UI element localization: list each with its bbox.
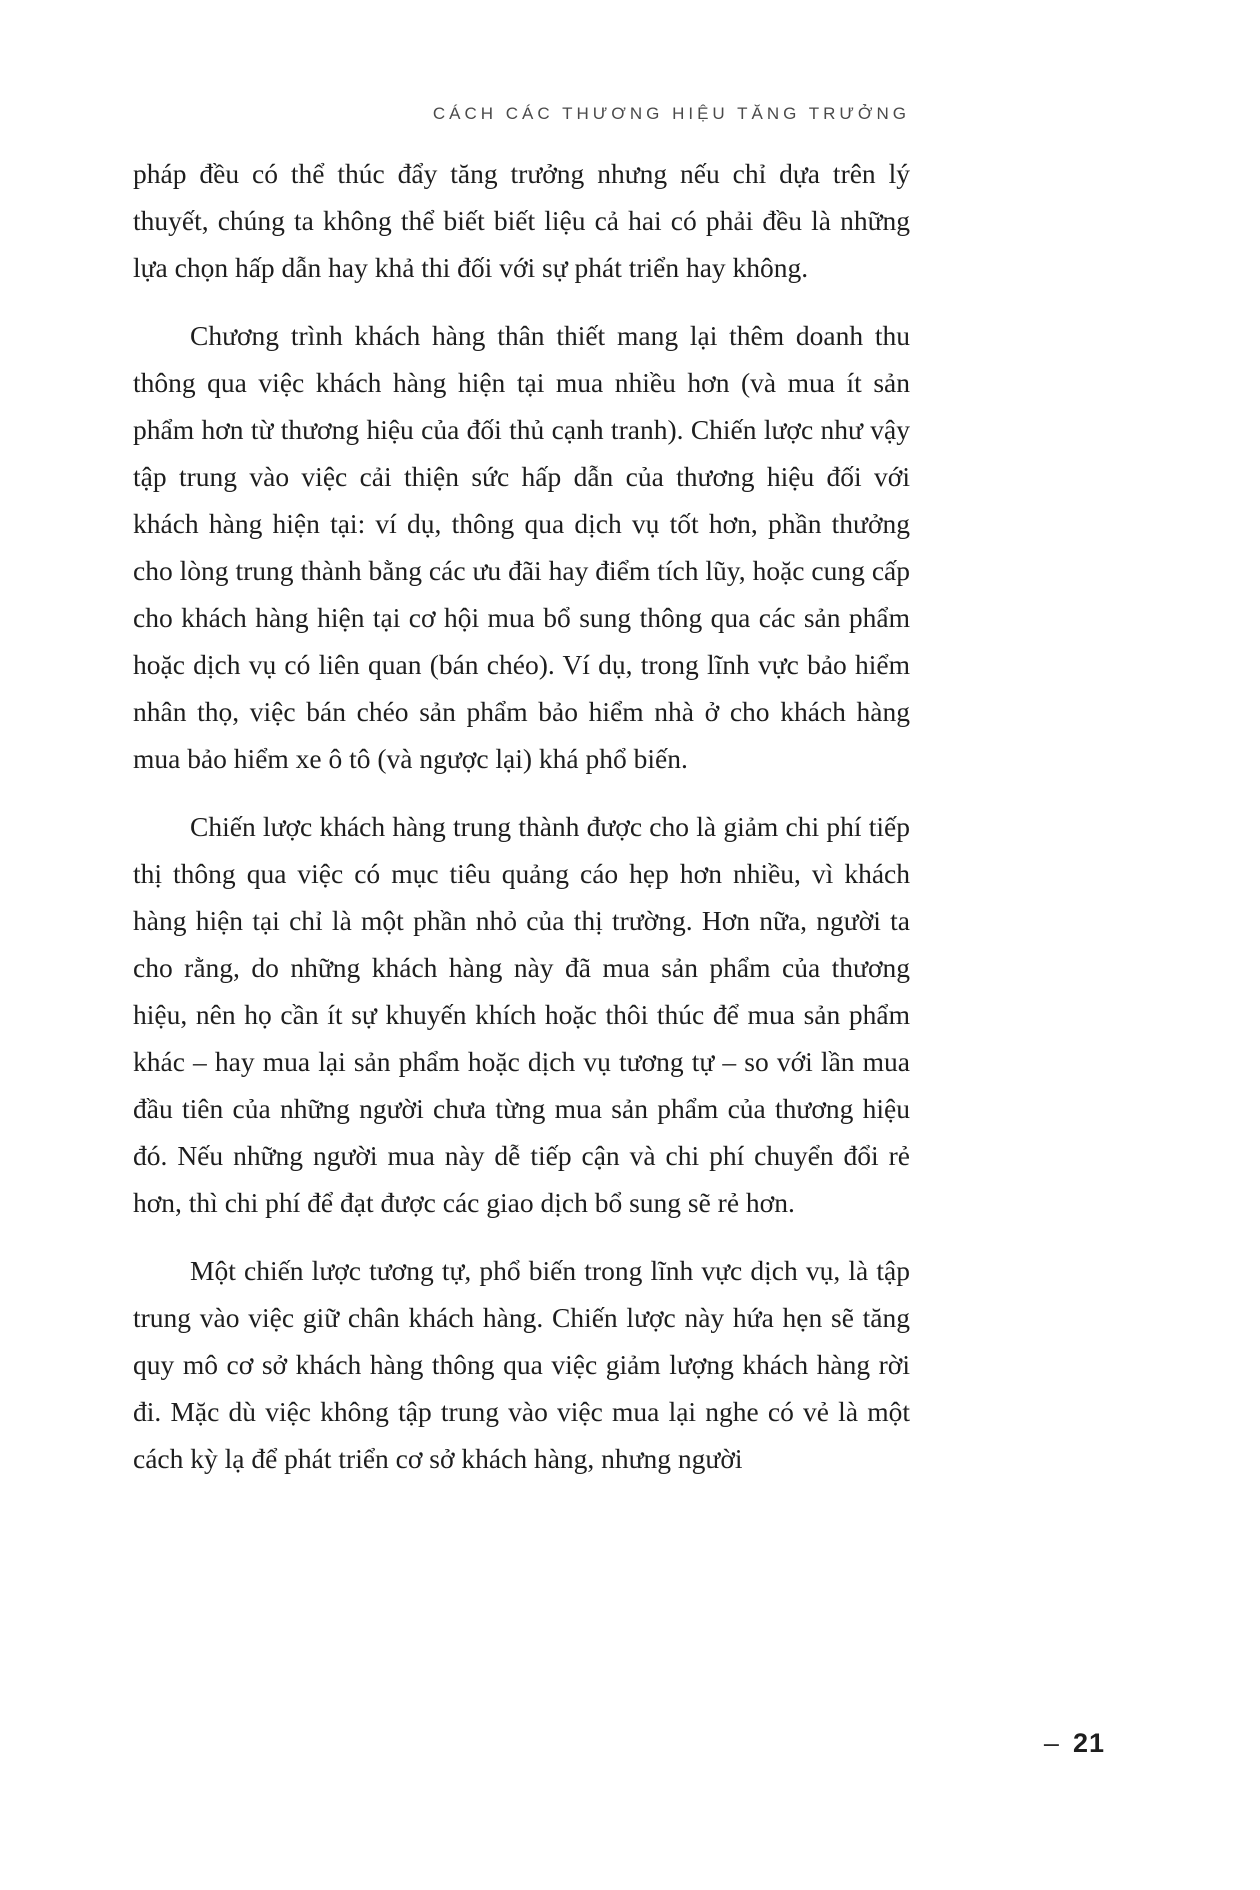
page-number: 21 xyxy=(1072,1728,1105,1758)
page-footer xyxy=(1044,1728,1105,1759)
paragraph-3: Chiến lược khách hàng trung thành được cho là giảm chi phí tiếp thị thông qua việc có mục tiêu quảng cáo hẹp hơn nhiều, vì khách hàng hiện tại chỉ là một phần nhỏ của thị trường. Hơn nữa, người ta cho rằng, do những khách hàng này đã mua sản phẩm của thương hiệu, nên họ cần ít sự khuyến khích hoặc thôi thúc để mua sản phẩm khác – hay mua lại sản phẩm hoặc dịch vụ tương tự – so với lần mua đầu tiên của những người chưa từng mua sản phẩm của thương hiệu đó. Nếu những người mua này dễ tiếp cận và chi phí chuyển đổi rẻ hơn, thì chi phí để đạt được các giao dịch bổ sung sẽ rẻ hơn. xyxy=(133,811,910,1218)
paragraph-4: Một chiến lược tương tự, phổ biến trong lĩnh vực dịch vụ, là tập trung vào việc giữ chân khách hàng. Chiến lược này hứa hẹn sẽ tăng quy mô cơ sở khách hàng thông qua việc giảm lượng khách hàng rời đi. Mặc dù việc không tập trung vào việc mua lại nghe có vẻ là một cách kỳ lạ để phát triển cơ sở khách hàng, nhưng người xyxy=(133,1255,910,1474)
body-text-block xyxy=(133,150,910,1503)
paragraph-1: pháp đều có thể thúc đẩy tăng trưởng nhưng nếu chỉ dựa trên lý thuyết, chúng ta không thể biết biết liệu cả hai có phải đều là những lựa chọn hấp dẫn hay khả thi đối với sự phát triển hay không. xyxy=(133,158,910,283)
page-number-dash: – xyxy=(1043,1728,1059,1758)
running-header: CÁCH CÁC THƯƠNG HIỆU TĂNG TRƯỞNG xyxy=(432,104,910,123)
paragraph-2: Chương trình khách hàng thân thiết mang lại thêm doanh thu thông qua việc khách hàng hiện tại mua nhiều hơn (và mua ít sản phẩm hơn từ thương hiệu của đối thủ cạnh tranh). Chiến lược như vậy tập trung vào việc cải thiện sức hấp dẫn của thương hiệu đối với khách hàng hiện tại: ví dụ, thông qua dịch vụ tốt hơn, phần thưởng cho lòng trung thành bằng các ưu đãi hay điểm tích lũy, hoặc cung cấp cho khách hàng hiện tại cơ hội mua bổ sung thông qua các sản phẩm hoặc dịch vụ có liên quan (bán chéo). Ví dụ, trong lĩnh vực bảo hiểm nhân thọ, việc bán chéo sản phẩm bảo hiểm nhà ở cho khách hàng mua bảo hiểm xe ô tô (và ngược lại) khá phổ biến. xyxy=(133,320,910,774)
